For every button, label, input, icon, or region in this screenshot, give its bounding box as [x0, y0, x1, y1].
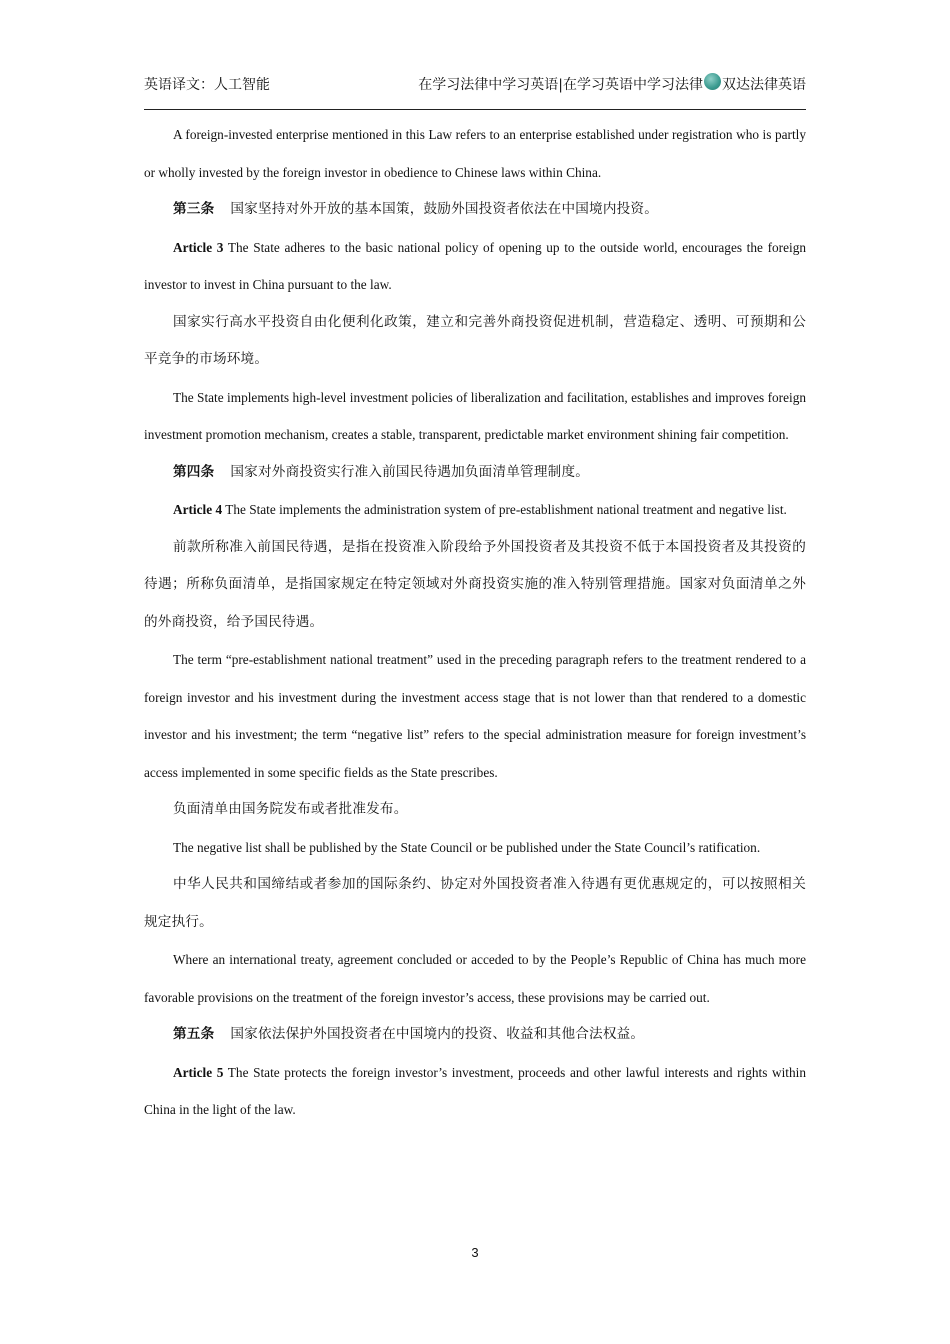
article-3-en: [144, 229, 806, 304]
header-right-slogan: [418, 74, 806, 94]
article-4-en-para2: The term “pre-establishment national treatment” used in the preceding paragraph refers to the treatment rendered to a foreign investor and his investment during the investment access stage that is not lower than that rendered to a domestic investor and his investment; the term “negative list” refers to the special administration measure for foreign investment’s access implemented in some specific fields as the State prescribes.: [144, 652, 806, 780]
header-left-title: 英语译文：人工智能: [144, 77, 270, 93]
article-4-en-para4: Where an international treaty, agreement concluded or acceded to by the People’s Republic of China has much more favorable provisions on the treatment of the foreign investor’s access, these provisions may be carried out.: [144, 952, 806, 1005]
article-3-zh-text: 国家坚持对外开放的基本国策，鼓励外国投资者依法在中国境内投资。: [230, 201, 658, 217]
article-4-zh-para2: 前款所称准入前国民待遇，是指在投资准入阶段给予外国投资者及其投资不低于本国投资者及其投资的待遇；所称负面清单，是指国家规定在特定领域对外商投资实施的准入特别管理措施。国家对负面清单之外的外商投资，给予国民待遇。: [144, 538, 806, 630]
article-5-zh-text: 国家依法保护外国投资者在中国境内的投资、收益和其他合法权益。: [230, 1026, 645, 1042]
article-3-en-title: Article 3: [173, 239, 224, 255]
article-3-zh: [144, 191, 806, 229]
article-3-en-para2: The State implements high-level investment policies of liberalization and facilitation, establishes and improves foreign investment promotion mechanism, creates a stable, transparent, predictable market environment shining fair competition.: [144, 389, 806, 442]
article-5-en: [144, 1054, 806, 1129]
header-slogan-text: 在学习法律中学习英语|在学习英语中学习法律: [418, 77, 703, 93]
article-4-zh-para3: 负面清单由国务院发布或者批准发布。: [173, 801, 408, 817]
article-5-zh: [144, 1016, 806, 1054]
page-number: 3: [471, 1245, 479, 1260]
article-4-zh-title: 第四条: [173, 463, 215, 480]
article-4-zh: [144, 454, 806, 492]
article-4-zh-text: 国家对外商投资实行准入前国民待遇加负面清单管理制度。: [230, 463, 590, 480]
article-3-en-text: The State adheres to the basic national policy of opening up to the outside world, encourages the foreign investor to invest in China pursuant to the law.: [144, 239, 806, 292]
article-5-zh-title: 第五条: [173, 1026, 215, 1042]
article-4-en: [144, 491, 806, 529]
article-4-en-title: Article 4: [173, 502, 223, 517]
article-4-en-para3: The negative list shall be published by the State Council or be published under the State Council’s ratification.: [173, 839, 761, 855]
article-3-zh-para2: 国家实行高水平投资自由化便利化政策，建立和完善外商投资促进机制，营造稳定、透明、可预期和公平竞争的市场环境。: [144, 313, 806, 367]
logo-icon: [704, 73, 721, 90]
article-5-en-title: Article 5: [173, 1064, 224, 1080]
page-header: [144, 72, 806, 110]
article-4-zh-para4: 中华人民共和国缔结或者参加的国际条约、协定对外国投资者准入待遇有更优惠规定的，可以按照相关规定执行。: [144, 876, 806, 930]
header-brand-text: 双达法律英语: [722, 77, 806, 93]
paragraph-definition-en: A foreign-invested enterprise mentioned in this Law refers to an enterprise established under registration who is partly or wholly invested by the foreign investor in obedience to Chinese laws within China.: [144, 127, 806, 180]
document-body: [144, 116, 806, 1129]
article-5-en-text: The State protects the foreign investor’s investment, proceeds and other lawful interests and rights within China in the light of the law.: [144, 1064, 806, 1117]
article-4-en-text: The State implements the administration system of pre-establishment national treatment and negative list.: [222, 502, 787, 517]
article-3-zh-title: 第三条: [173, 201, 215, 217]
